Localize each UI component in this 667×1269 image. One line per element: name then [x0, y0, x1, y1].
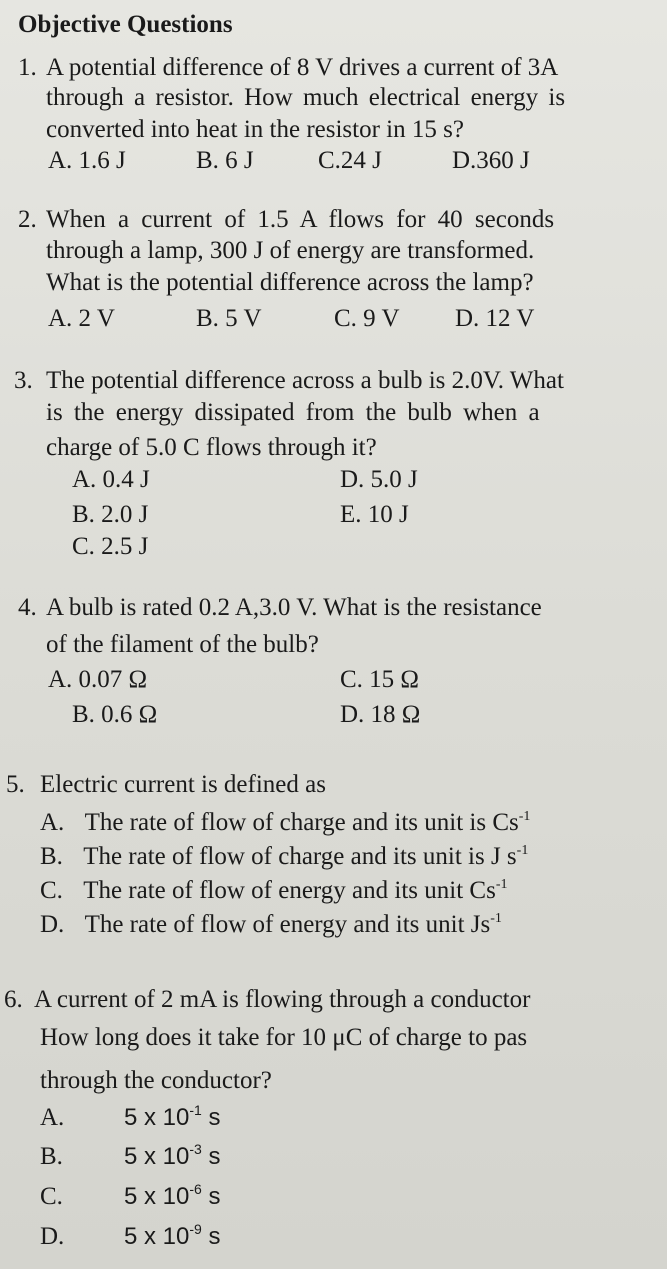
q4-option-a: A. 0.07 Ω [48, 666, 148, 693]
q5-option-c [40, 876, 508, 906]
q2-option-a: A. 2 V [48, 305, 115, 332]
q6-option-c-letter: C. [40, 1183, 63, 1210]
q6-line-2: How long does it take for 10 μC of charge to pas [40, 1024, 528, 1051]
q6-option-c-base: 5 x 10 [124, 1183, 190, 1210]
q3-option-c: C. 2.5 J [72, 533, 149, 560]
q2-option-d: D. 12 V [455, 305, 535, 332]
q6-option-b [40, 1141, 221, 1172]
q5-option-d-unit: Js [470, 911, 491, 938]
q5-option-c-unit: Cs [469, 877, 496, 904]
q6-option-a-letter: A. [40, 1104, 65, 1131]
q1-option-c: C.24 J [318, 147, 382, 174]
q3-line-2: is the energy dissipated from the bulb when a [46, 399, 540, 426]
q6-option-c [40, 1181, 221, 1212]
q5-option-b-letter: B. [40, 843, 63, 870]
q6-option-b-unit: s [208, 1143, 221, 1170]
q5-option-b-unit: J s [490, 843, 517, 870]
q4-option-c: C. 15 Ω [340, 666, 420, 693]
q2-line-1: When a current of 1.5 A flows for 40 seconds [46, 206, 555, 233]
q5-option-c-text: The rate of flow of energy and its unit [83, 877, 470, 904]
q5-option-a-unit: Cs [492, 809, 519, 836]
q6-option-a-exp: -1 [189, 1102, 202, 1118]
q3-option-e: E. 10 J [340, 501, 409, 528]
q3-line-1: The potential difference across a bulb is 2.0V. What [46, 367, 564, 394]
q6-option-b-exp: -3 [189, 1141, 202, 1157]
q3-option-a: A. 0.4 J [72, 466, 150, 493]
q3-line-3: charge of 5.0 C flows through it? [46, 434, 377, 461]
q6-option-d-exp: -9 [189, 1221, 202, 1237]
q4-option-b: B. 0.6 Ω [72, 701, 158, 728]
q5-option-a-text: The rate of flow of charge and its unit is [84, 809, 493, 836]
q6-option-d-letter: D. [40, 1223, 65, 1250]
q2-number: 2. [18, 206, 37, 233]
q1-line-1: A potential difference of 8 V drives a current of 3A [46, 54, 559, 81]
q4-option-d: D. 18 Ω [340, 701, 421, 728]
q5-option-a [40, 808, 530, 838]
q5-line-1: Electric current is defined as [40, 771, 326, 798]
q5-number: 5. [6, 771, 25, 798]
q6-option-c-unit: s [208, 1183, 221, 1210]
q4-line-2: of the filament of the bulb? [46, 631, 319, 658]
q6-option-b-base: 5 x 10 [124, 1143, 190, 1170]
q2-line-2: through a lamp, 300 J of energy are transformed. [46, 237, 535, 264]
q1-line-3: converted into heat in the resistor in 15 s? [46, 116, 464, 143]
q5-option-b-exp: -1 [516, 843, 529, 858]
q6-option-d-unit: s [208, 1223, 221, 1250]
q6-option-d-value [124, 1222, 221, 1252]
q4-line-1: A bulb is rated 0.2 A,3.0 V. What is the resistance [46, 594, 542, 621]
q5-option-b [40, 842, 528, 872]
q6-option-d-base: 5 x 10 [124, 1223, 190, 1250]
q6-line-3: through the conductor? [40, 1067, 272, 1094]
q6-option-a [40, 1102, 221, 1133]
q6-option-a-unit: s [208, 1104, 221, 1131]
q3-option-b: B. 2.0 J [72, 501, 149, 528]
q5-option-a-exp: -1 [518, 809, 531, 824]
q6-option-a-value [124, 1103, 221, 1133]
q1-line-2: through a resistor. How much electrical energy is [46, 84, 566, 111]
q3-option-d: D. 5.0 J [340, 466, 418, 493]
q6-option-a-base: 5 x 10 [124, 1104, 190, 1131]
q5-option-a-letter: A. [40, 809, 65, 836]
q5-option-c-exp: -1 [495, 877, 508, 892]
q5-option-d-text: The rate of flow of energy and its unit [84, 911, 471, 938]
q2-option-c: C. 9 V [334, 305, 400, 332]
q6-option-b-value [124, 1142, 221, 1172]
q6-line-1: A current of 2 mA is flowing through a conductor [34, 986, 531, 1013]
q1-option-d: D.360 J [452, 147, 530, 174]
page-title: Objective Questions [18, 11, 233, 38]
q4-number: 4. [18, 594, 37, 621]
q1-option-a: A. 1.6 J [48, 147, 126, 174]
q2-option-b: B. 5 V [196, 305, 262, 332]
q3-number: 3. [14, 367, 33, 394]
q5-option-d [40, 910, 502, 940]
q1-number: 1. [18, 54, 37, 81]
q5-option-b-text: The rate of flow of charge and its unit is [83, 843, 491, 870]
q5-option-c-letter: C. [40, 877, 63, 904]
q6-number: 6. [4, 986, 23, 1013]
q2-line-3: What is the potential difference across the lamp? [46, 269, 534, 296]
q6-option-b-letter: B. [40, 1143, 63, 1170]
q1-option-b: B. 6 J [196, 147, 254, 174]
q5-option-d-letter: D. [40, 911, 65, 938]
q6-option-d [40, 1221, 221, 1252]
q6-option-c-value [124, 1182, 221, 1212]
q6-option-c-exp: -6 [189, 1181, 202, 1197]
q5-option-d-exp: -1 [490, 911, 502, 926]
